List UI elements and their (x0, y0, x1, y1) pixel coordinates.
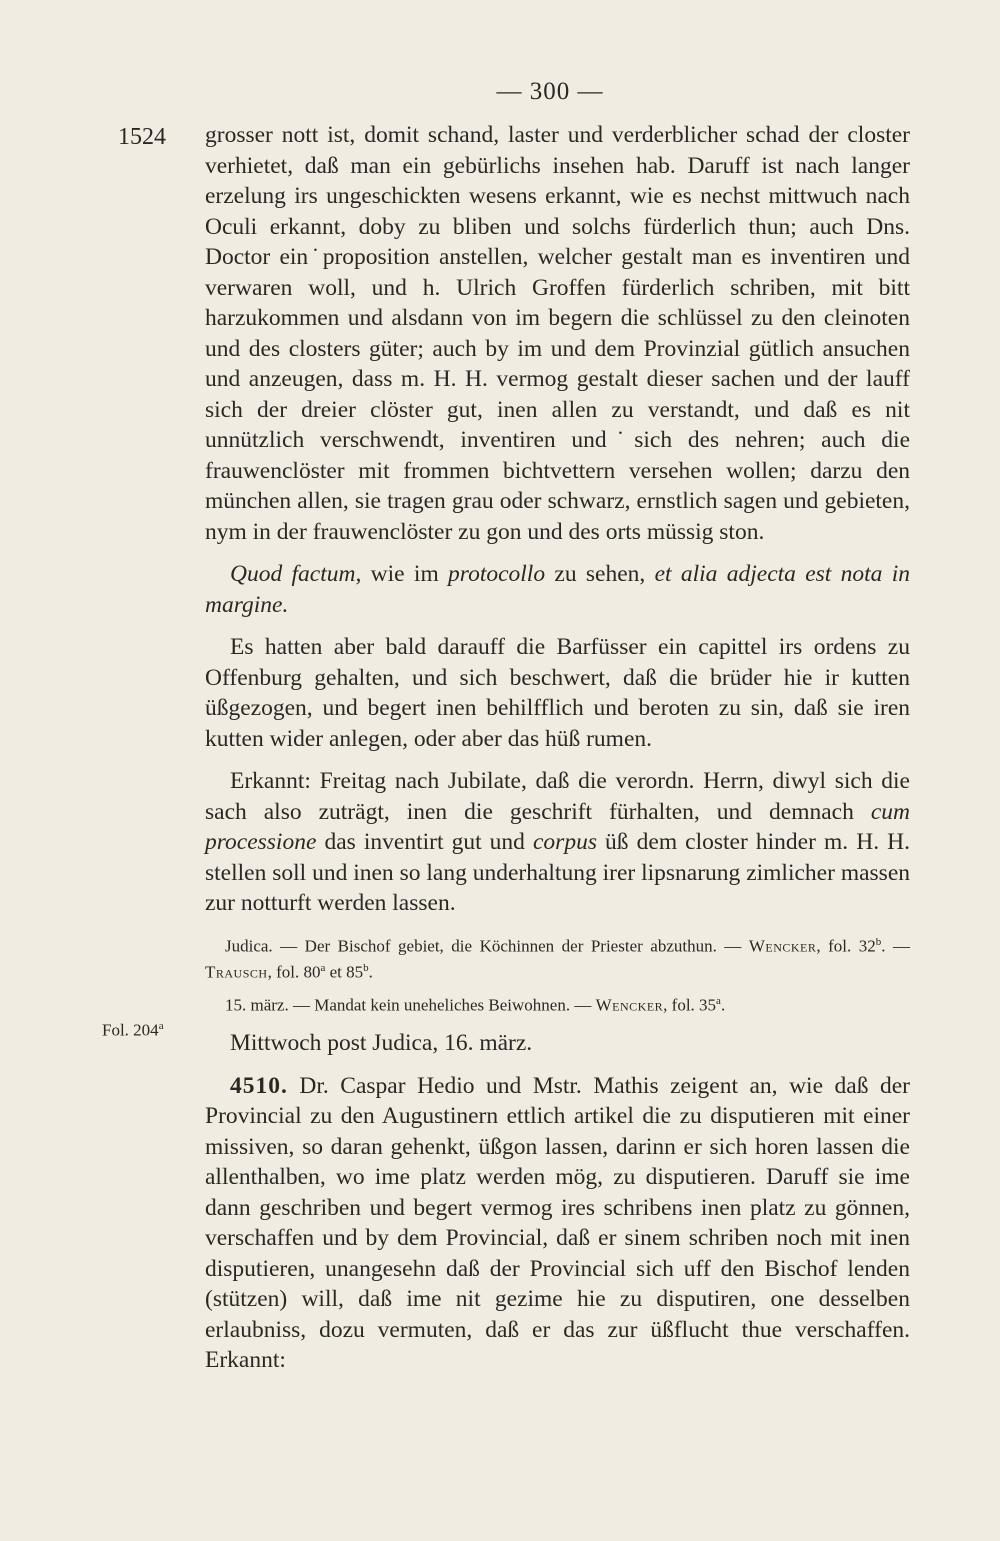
note2-c: . (720, 995, 726, 1015)
note1-sc1: Wencker (748, 936, 817, 956)
margin-folio-sup: a (158, 1020, 164, 1032)
p4-text-a: Erkannt: Freitag nach Jubilate, daß die verordn. Herrn, diwyl sich die sach also zuträgt, inen die geschrift fürhalten, und demnach (205, 768, 910, 825)
p4-text-b: das inventirt gut und (316, 829, 533, 855)
note1-f: . (368, 962, 373, 982)
note1-sup3: b (363, 962, 369, 975)
note2-a: 15. märz. — Mandat kein uneheliches Beiwohnen. — (225, 995, 596, 1015)
entry-number: 4510. (230, 1072, 288, 1099)
paragraph-2 (205, 559, 910, 620)
main-text (205, 120, 910, 1376)
p5-text: Dr. Caspar Hedio und Mstr. Mathis zeigent an, wie daß der Provincial zu den Augustinern ettlich artikel die zu disputieren mit einer missiven, so daran gehenkt, üßgon lassen, darinn er sich horen lassen die allenthalben, wo ime platz werden mög, zu disputieren. Daruff sie ime dann geschriben und begert vermog ires schribens inen platz zu gönnen, verschaffen und by dem Provincial, daß er sinem schriben noch mit inen disputieren, unangesehn daß der Provincial sich uff den Bischof lenden (stützen) will, daß ime nit gezime hie zu disputiren, one desselben erlaubniss, dozu vermuten, daß er das zur üßflucht thue verschaffen. Erkannt: (205, 1072, 910, 1374)
note1-sup2: a (320, 962, 326, 975)
paragraph-5 (205, 1071, 910, 1376)
note1-d: , fol. 80 (267, 962, 321, 982)
note1-sup1: b (875, 935, 882, 948)
p2-italic-a: Quod factum, (230, 561, 362, 587)
section-heading: Mittwoch post Judica, 16. märz. (230, 1030, 533, 1057)
p4-text-c: üß dem closter hinder m. H. H. stellen soll und inen so lang underhaltung irer lipsnarung zimlicher massen zur notturft werden lassen. (205, 829, 910, 916)
note1-sc2: Trausch (205, 962, 268, 982)
footnote-2 (205, 990, 910, 1017)
p2-italic-b: protocollo (448, 561, 546, 587)
p2-text-b: zu sehen, (545, 561, 655, 587)
page-number: — 300 — (496, 78, 604, 105)
p4-italic-b: corpus (533, 829, 597, 855)
note1-e: et 85 (325, 962, 364, 982)
paragraph-1: grosser nott ist, domit schand, laster und verderblicher schad der closter verhietet, daß man ein gebürlichs insehen hab. Daruff ist nach langer erzelung irs ungeschickten wesens erkannt, wie es nechst mittwuch nach Oculi erkannt, doby zu bliben und solchs fürderlich thun; auch Dns. Doctor ein˙proposition anstellen, welcher gestalt man es inventiren und verwaren woll, und h. Ulrich Groffen fürderlich schriben, mit bitt harzukommen und alsdann von im begern die schlüssel zu den cleinoten und des closters güter; auch by im und dem Provinzial gütlich ansuchen und anzeugen, dass m. H. H. vermog gestalt dieser sachen und der lauff sich der dreier clöster gut, inen allen zu verstandt, und daß es nit unnützlich verschwendt, inventiren und˙sich des nehren; auch die frauwenclöster mit frommen bichtvettern versehen wollen; darzu den münchen allen, sie tragen grau oder schwarz, ernstlich sagen und gebieten, nym in der frauwenclöster zu gon und des orts müssig ston. (205, 122, 910, 545)
p4-italic-a: cum processione (205, 798, 910, 855)
note2-b: , fol. 35 (663, 995, 717, 1015)
margin-year: 1524 (118, 124, 166, 150)
paragraph-4 (205, 766, 910, 919)
note2-sup: a (716, 994, 721, 1007)
note1-a: Judica. — Der Bischof gebiet, die Köchinnen der Priester abzuthun. — (225, 936, 749, 956)
paragraph-3: Es hatten aber bald darauff die Barfüsser ein capittel irs ordens zu Offenburg gehalten, und sich beschwert, daß die brüder hie ir kutten üßgezogen, und begert inen behilfflich und beroten zu sin, daß sie iren kutten wider anlegen, oder aber das hüß rumen. (205, 634, 910, 752)
p2-italic-c: et alia adjecta est nota in margine. (205, 561, 910, 618)
note1-c: . — (881, 936, 910, 956)
note2-sc: Wencker (595, 995, 664, 1015)
margin-folio-label: Fol. 204 (102, 1020, 159, 1040)
note1-b: , fol. 32 (816, 936, 876, 956)
margin-folio (102, 1020, 164, 1041)
footnote-1 (205, 931, 910, 984)
p2-text-a: wie im (361, 561, 449, 587)
